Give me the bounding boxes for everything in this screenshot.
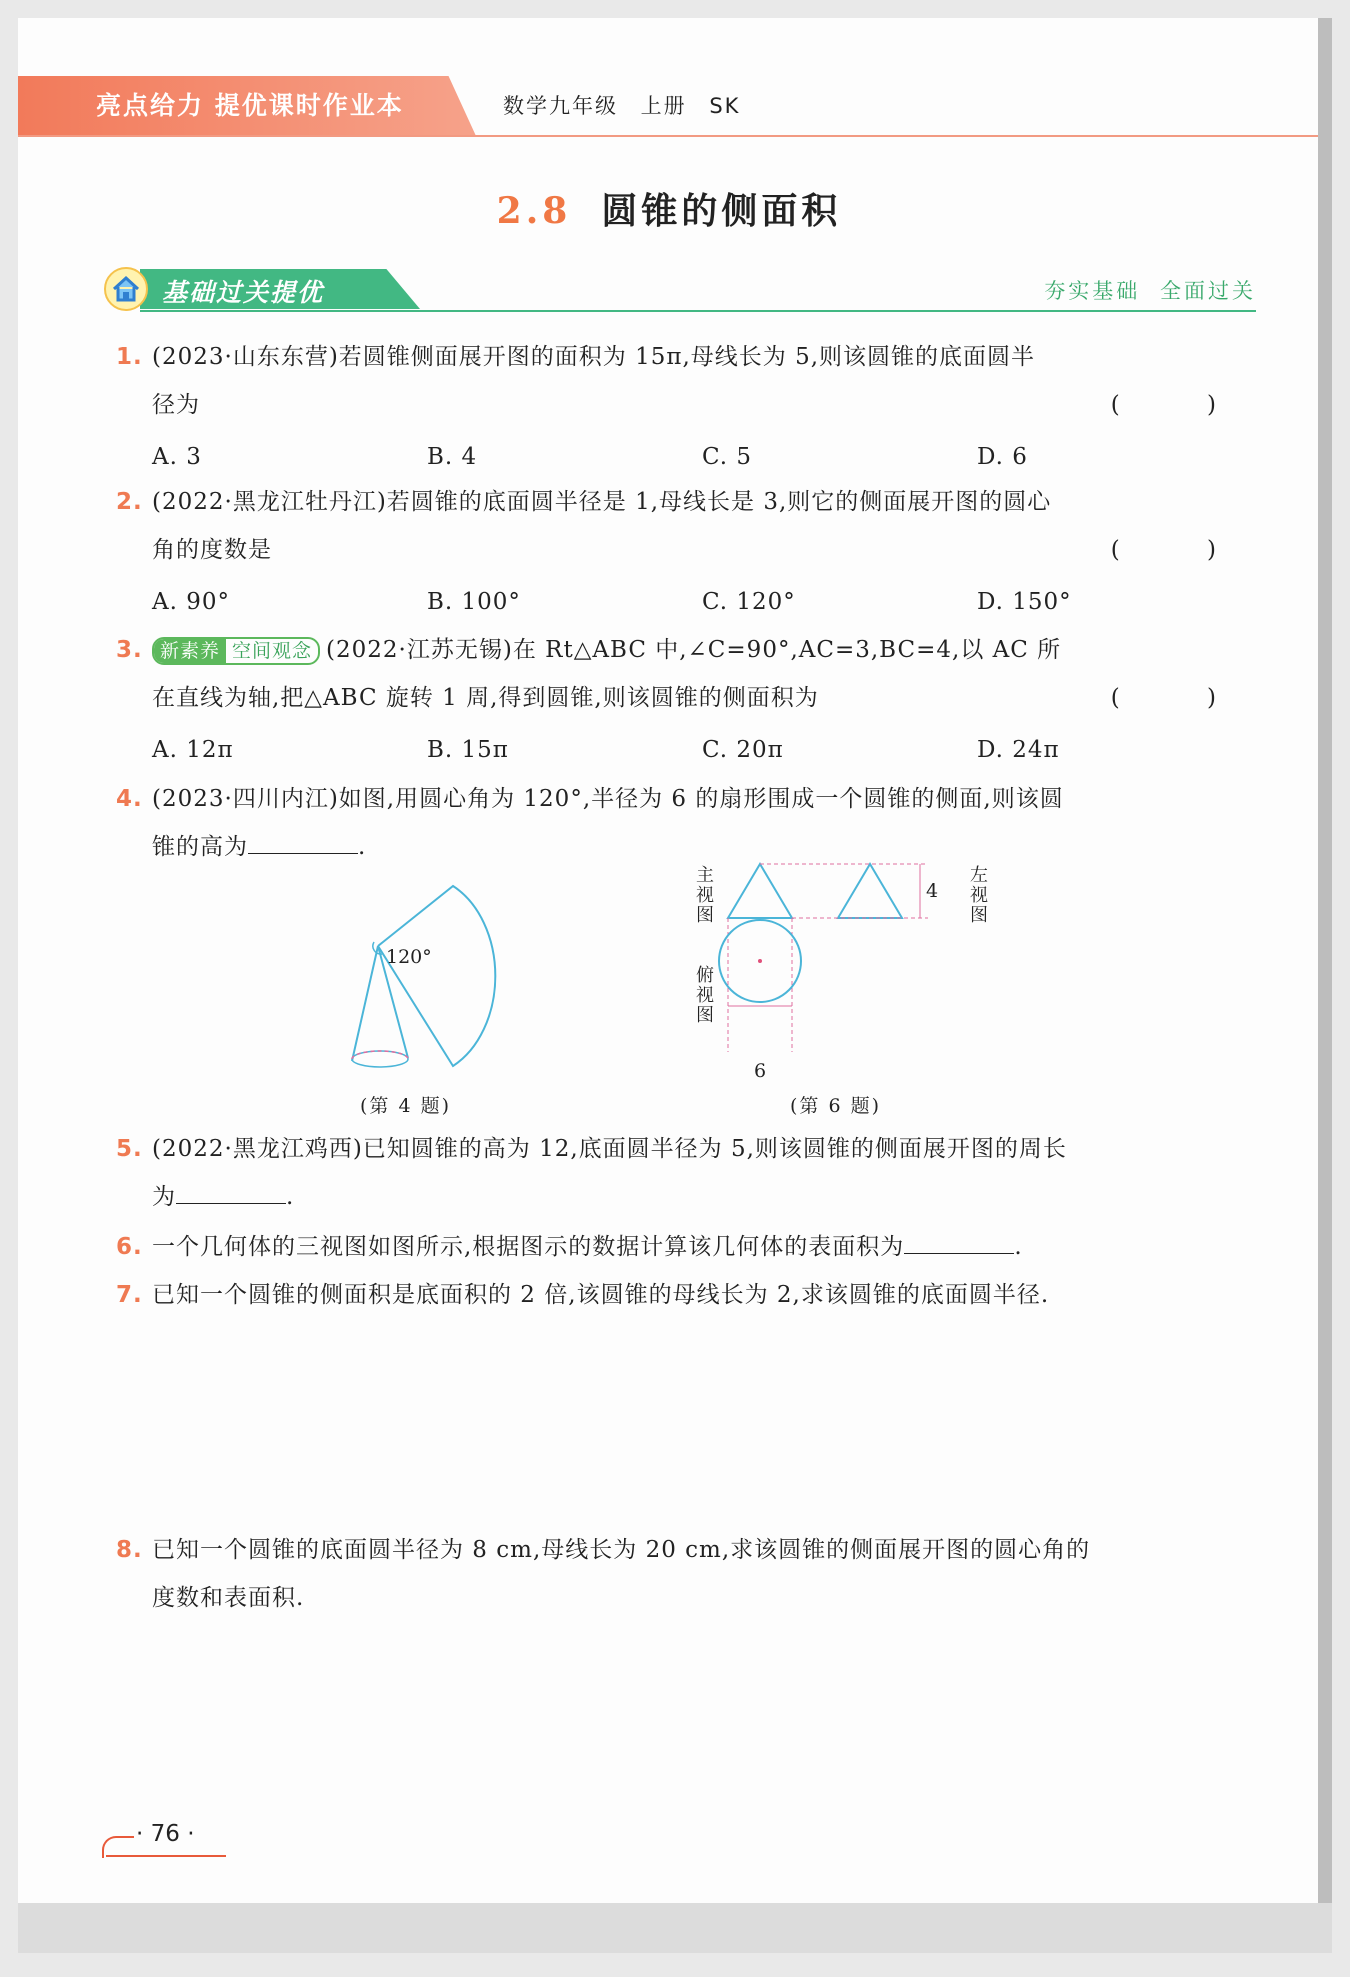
circle-center xyxy=(758,959,762,963)
question-1 xyxy=(116,333,1256,483)
figure-4-caption: (第 4 题) xyxy=(360,1095,451,1117)
section-divider xyxy=(140,310,1256,312)
top-view-label: 俯视图 xyxy=(696,965,714,1026)
question-text: (2022·黑龙江鸡西)已知圆锥的高为 12,底面圆半径为 5,则该圆锥的侧面展开图的周长 xyxy=(152,1136,1067,1162)
lesson-title xyxy=(18,183,1320,234)
section-slogan: 夯实基础 全面过关 xyxy=(1044,279,1256,303)
question-number: 1. xyxy=(116,344,143,370)
answer-blank[interactable] xyxy=(176,1183,286,1204)
option-c: C. 5 xyxy=(702,444,753,470)
front-view-triangle xyxy=(728,864,792,918)
question-number: 5. xyxy=(116,1136,143,1162)
option-d: D. 24π xyxy=(977,737,1060,763)
angle-label: 120° xyxy=(386,946,432,968)
question-text: (2022·江苏无锡)在 Rt△ABC 中,∠C=90°,AC=3,BC=4,以 AC 所 xyxy=(326,637,1062,663)
option-a: A. 90° xyxy=(152,589,230,615)
option-c: C. 20π xyxy=(702,737,784,763)
header-subject: 数学九年级 上册 SK xyxy=(503,94,741,118)
sector-shape xyxy=(378,886,495,1066)
question-text: (2023·四川内江)如图,用圆心角为 120°,半径为 6 的扇形围成一个圆锥的侧面,则该圆 xyxy=(152,786,1064,812)
section-header xyxy=(100,263,1256,315)
workbook-page xyxy=(18,18,1320,1903)
question-5 xyxy=(116,1125,1256,1225)
page-edge xyxy=(1318,18,1332,1903)
header-divider xyxy=(18,135,1320,137)
question-text: (2023·山东东营)若圆锥侧面展开图的面积为 15π,母线长为 5,则该圆锥的底面圆半 xyxy=(152,344,1036,370)
question-number: 4. xyxy=(116,786,143,812)
period: . xyxy=(358,834,367,860)
answer-blank[interactable] xyxy=(904,1233,1014,1254)
answer-parentheses: ( ) xyxy=(1110,537,1256,563)
question-number: 7. xyxy=(116,1282,143,1308)
page-header xyxy=(18,76,1320,136)
question-3 xyxy=(116,626,1256,776)
tag-secondary: 空间观念 xyxy=(232,640,313,662)
question-text: 角的度数是 xyxy=(152,537,272,563)
question-8 xyxy=(116,1526,1256,1626)
answer-parentheses: ( ) xyxy=(1110,392,1256,418)
question-6 xyxy=(116,1223,1256,1273)
height-label: 4 xyxy=(926,880,939,902)
section-label: 基础过关提优 xyxy=(162,278,325,307)
question-number: 2. xyxy=(116,489,143,515)
figure-4 xyxy=(338,866,518,1086)
option-d: D. 150° xyxy=(977,589,1072,615)
cone-sector-diagram xyxy=(338,866,518,1086)
front-view-label: 主视图 xyxy=(696,865,714,926)
question-text: 已知一个圆锥的底面圆半径为 8 cm,母线长为 20 cm,求该圆锥的侧面展开图的圆心角的 xyxy=(152,1537,1091,1563)
question-number: 3. xyxy=(116,637,143,663)
literacy-tag xyxy=(152,637,320,665)
question-text: 一个几何体的三视图如图所示,根据图示的数据计算该几何体的表面积为 xyxy=(152,1234,905,1260)
option-a: A. 3 xyxy=(152,444,202,470)
option-c: C. 120° xyxy=(702,589,796,615)
question-text: 锥的高为 xyxy=(152,834,248,860)
lesson-number: 2.8 xyxy=(496,190,572,232)
option-d: D. 6 xyxy=(977,444,1028,470)
option-b: B. 4 xyxy=(427,444,478,470)
option-b: B. 100° xyxy=(427,589,521,615)
house-icon xyxy=(104,267,148,311)
question-7 xyxy=(116,1271,1256,1321)
period: . xyxy=(286,1184,295,1210)
lesson-title-text: 圆锥的侧面积 xyxy=(601,190,842,232)
option-a: A. 12π xyxy=(152,737,234,763)
figure-6 xyxy=(678,856,1008,1086)
header-brand: 亮点给力 提优课时作业本 xyxy=(96,91,404,120)
period: . xyxy=(1014,1234,1023,1260)
left-view-label: 左视图 xyxy=(970,865,988,926)
question-text: 在直线为轴,把△ABC 旋转 1 周,得到圆锥,则该圆锥的侧面积为 xyxy=(152,685,819,711)
question-text: 度数和表面积. xyxy=(152,1585,305,1611)
answer-parentheses: ( ) xyxy=(1110,685,1256,711)
question-text: 已知一个圆锥的侧面积是底面积的 2 倍,该圆锥的母线长为 2,求该圆锥的底面圆半径. xyxy=(152,1282,1050,1308)
figure-6-caption: (第 6 题) xyxy=(790,1095,881,1117)
question-text: 径为 xyxy=(152,392,200,418)
tag-primary: 新素养 xyxy=(154,639,226,663)
base-hidden-edge xyxy=(352,1051,408,1059)
question-number: 8. xyxy=(116,1537,143,1563)
three-view-diagram xyxy=(678,856,1008,1086)
width-label: 6 xyxy=(754,1060,767,1082)
page-number: · 76 · xyxy=(136,1821,195,1847)
question-text: (2022·黑龙江牡丹江)若圆锥的底面圆半径是 1,母线长是 3,则它的侧面展开图的圆心 xyxy=(152,489,1052,515)
answer-blank[interactable] xyxy=(248,833,358,854)
question-number: 6. xyxy=(116,1234,143,1260)
projection-lines xyxy=(728,864,928,1052)
option-b: B. 15π xyxy=(427,737,509,763)
question-text: 为 xyxy=(152,1184,176,1210)
footer-divider xyxy=(106,1855,226,1857)
question-2 xyxy=(116,478,1256,628)
scan-margin xyxy=(18,1903,1332,1953)
left-view-triangle xyxy=(838,864,902,918)
